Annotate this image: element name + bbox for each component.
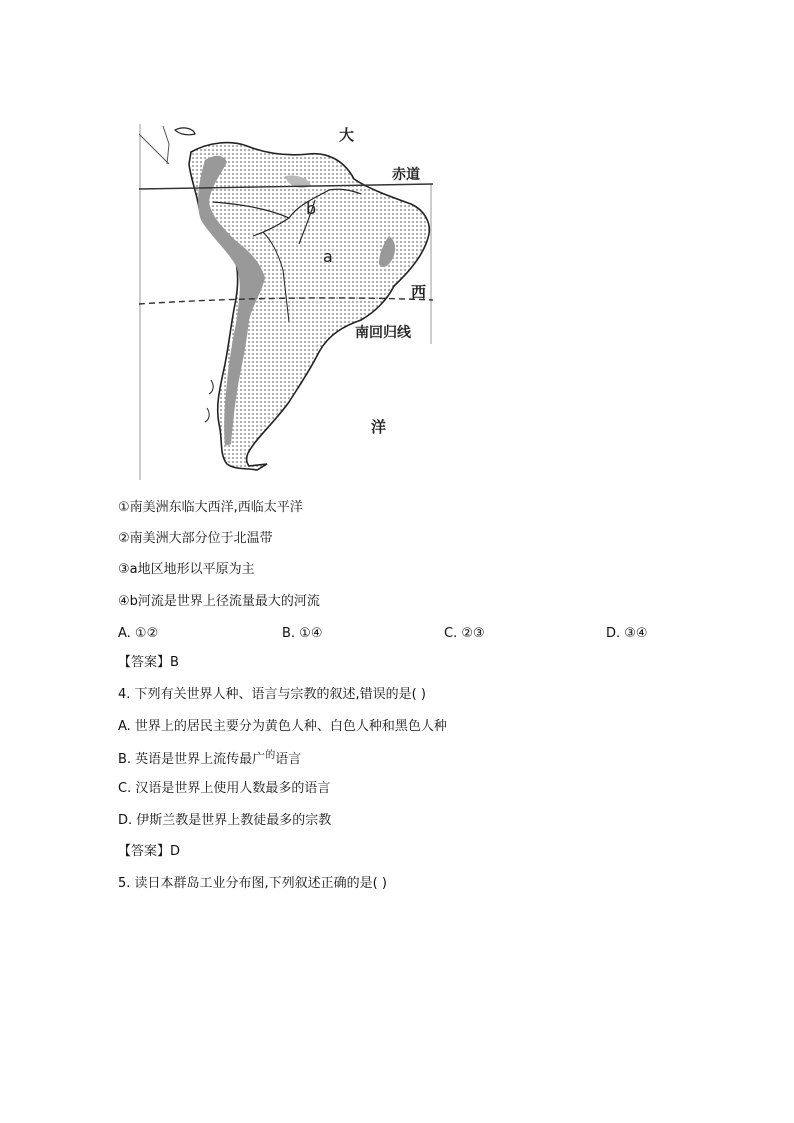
q3-statement-1: ①南美洲东临大西洋,西临太平洋 [118,500,303,515]
q4-option-d: D. 伊斯兰教是世界上教徒最多的宗教 [118,813,332,828]
q4-option-b-tail: 语言 [275,752,302,767]
q3-statement-3: ③a地区地形以平原为主 [118,562,255,577]
q3-option-b: B. ①④ [282,626,323,641]
q4-option-a: A. 世界上的居民主要分为黄色人种、白色人种和黑色人种 [118,719,447,734]
q3-statement-4: ④b河流是世界上径流量最大的河流 [118,594,320,609]
q4-option-b-superscript: 的 [265,750,276,761]
label-equator: 赤道 [392,167,420,183]
q3-statement-2: ②南美洲大部分位于北温带 [118,531,273,546]
label-tropic: 南回归线 [355,325,411,341]
label-da: 大 [339,126,355,144]
q4-answer: 【答案】D [118,844,181,859]
q4-option-c: C. 汉语是世界上使用人数最多的语言 [118,781,331,796]
label-b: b [306,199,317,218]
q4-option-b [118,751,301,770]
q3-answer: 【答案】B [118,655,179,670]
q5-stem: 5. 读日本群岛工业分布图,下列叙述正确的是( ) [118,876,387,891]
q4-option-b-text: B. 英语是世界上流传最广 [118,752,266,767]
label-xi: 西 [411,283,427,301]
label-yang: 洋 [371,418,387,436]
label-a: a [323,247,333,266]
q3-option-c: C. ②③ [444,626,485,641]
q3-option-a: A. ①② [118,626,159,641]
q3-option-d: D. ③④ [606,626,648,641]
south-america-map [139,124,433,480]
q4-stem: 4. 下列有关世界人种、语言与宗教的叙述,错误的是( ) [118,687,426,702]
